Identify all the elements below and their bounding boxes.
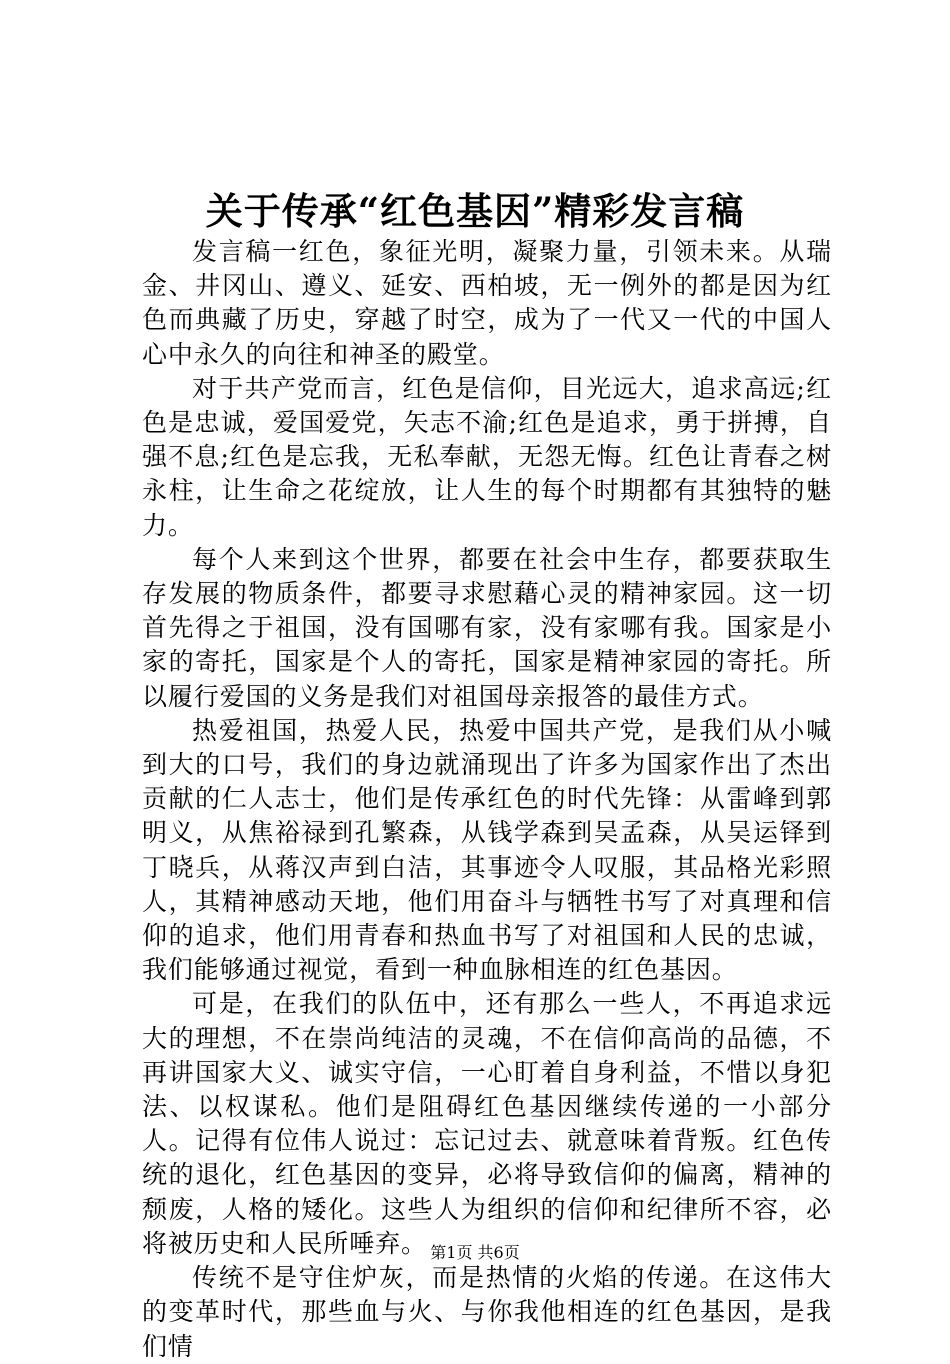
paragraph: 可是，在我们的队伍中，还有那么一些人，不再追求远大的理想，不在崇尚纯洁的灵魂，不在信仰高尚的品德，不再讲国家大义、诚实守信，一心盯着自身利益，不惜以身犯法、以权谋私。他们是阻碍红色基因继续传递的一小部分人。记得有位伟人说过：忘记过去、就意味着背叛。红色传统的退化，红色基因的变异，必将导致信仰的偏离，精神的颓废，人格的矮化。这些人为组织的信仰和纪律所不容，必将被历史和人民所唾弃。 [142,989,832,1258]
document-title: 关于传承“红色基因”精彩发言稿 [205,189,745,233]
paragraph: 热爱祖国，热爱人民，热爱中国共产党，是我们从小喊到大的口号，我们的身边就涌现出了许多为国家作出了杰出贡献的仁人志士，他们是传承红色的时代先锋：从雷峰到郭明义，从焦裕禄到孔繁森，从钱学森到吴孟森，从吴运铎到丁晓兵，从蒋汉声到白洁，其事迹令人叹服，其品格光彩照人，其精神感动天地，他们用奋斗与牺牲书写了对真理和信仰的追求，他们用青春和热血书写了对祖国和人民的忠诚，我们能够通过视觉，看到一种血脉相连的红色基因。 [142,715,832,985]
paragraph: 发言稿一红色，象征光明，凝聚力量，引领未来。从瑞金、井冈山、遵义、延安、西柏坡，无一例外的都是因为红色而典藏了历史，穿越了时空，成为了一代又一代的中国人心中永久的向往和神圣的殿堂。 [142,237,832,369]
document-body [142,235,832,1364]
paragraph: 传统不是守住炉灰，而是热情的火焰的传递。在这伟大的变革时代，那些血与火、与你我他相连的红色基因，是我们情 [142,1263,832,1361]
paragraph: 每个人来到这个世界，都要在社会中生存，都要获取生存发展的物质条件，都要寻求慰藉心灵的精神家园。这一切首先得之于祖国，没有国哪有家，没有家哪有我。国家是小家的寄托，国家是个人的寄托，国家是精神家园的寄托。所以履行爱国的义务是我们对祖国母亲报答的最佳方式。 [142,544,832,711]
page-footer: 第1页 共6页 [430,1243,520,1262]
paragraph: 对于共产党而言，红色是信仰，目光远大，追求高远;红色是忠诚，爱国爱党，矢志不渝;红色是追求，勇于拼搏，自强不息;红色是忘我，无私奉献，无怨无悔。红色让青春之树永柱，让生命之花绽放，让人生的每个时期都有其独特的魅力。 [142,373,832,540]
